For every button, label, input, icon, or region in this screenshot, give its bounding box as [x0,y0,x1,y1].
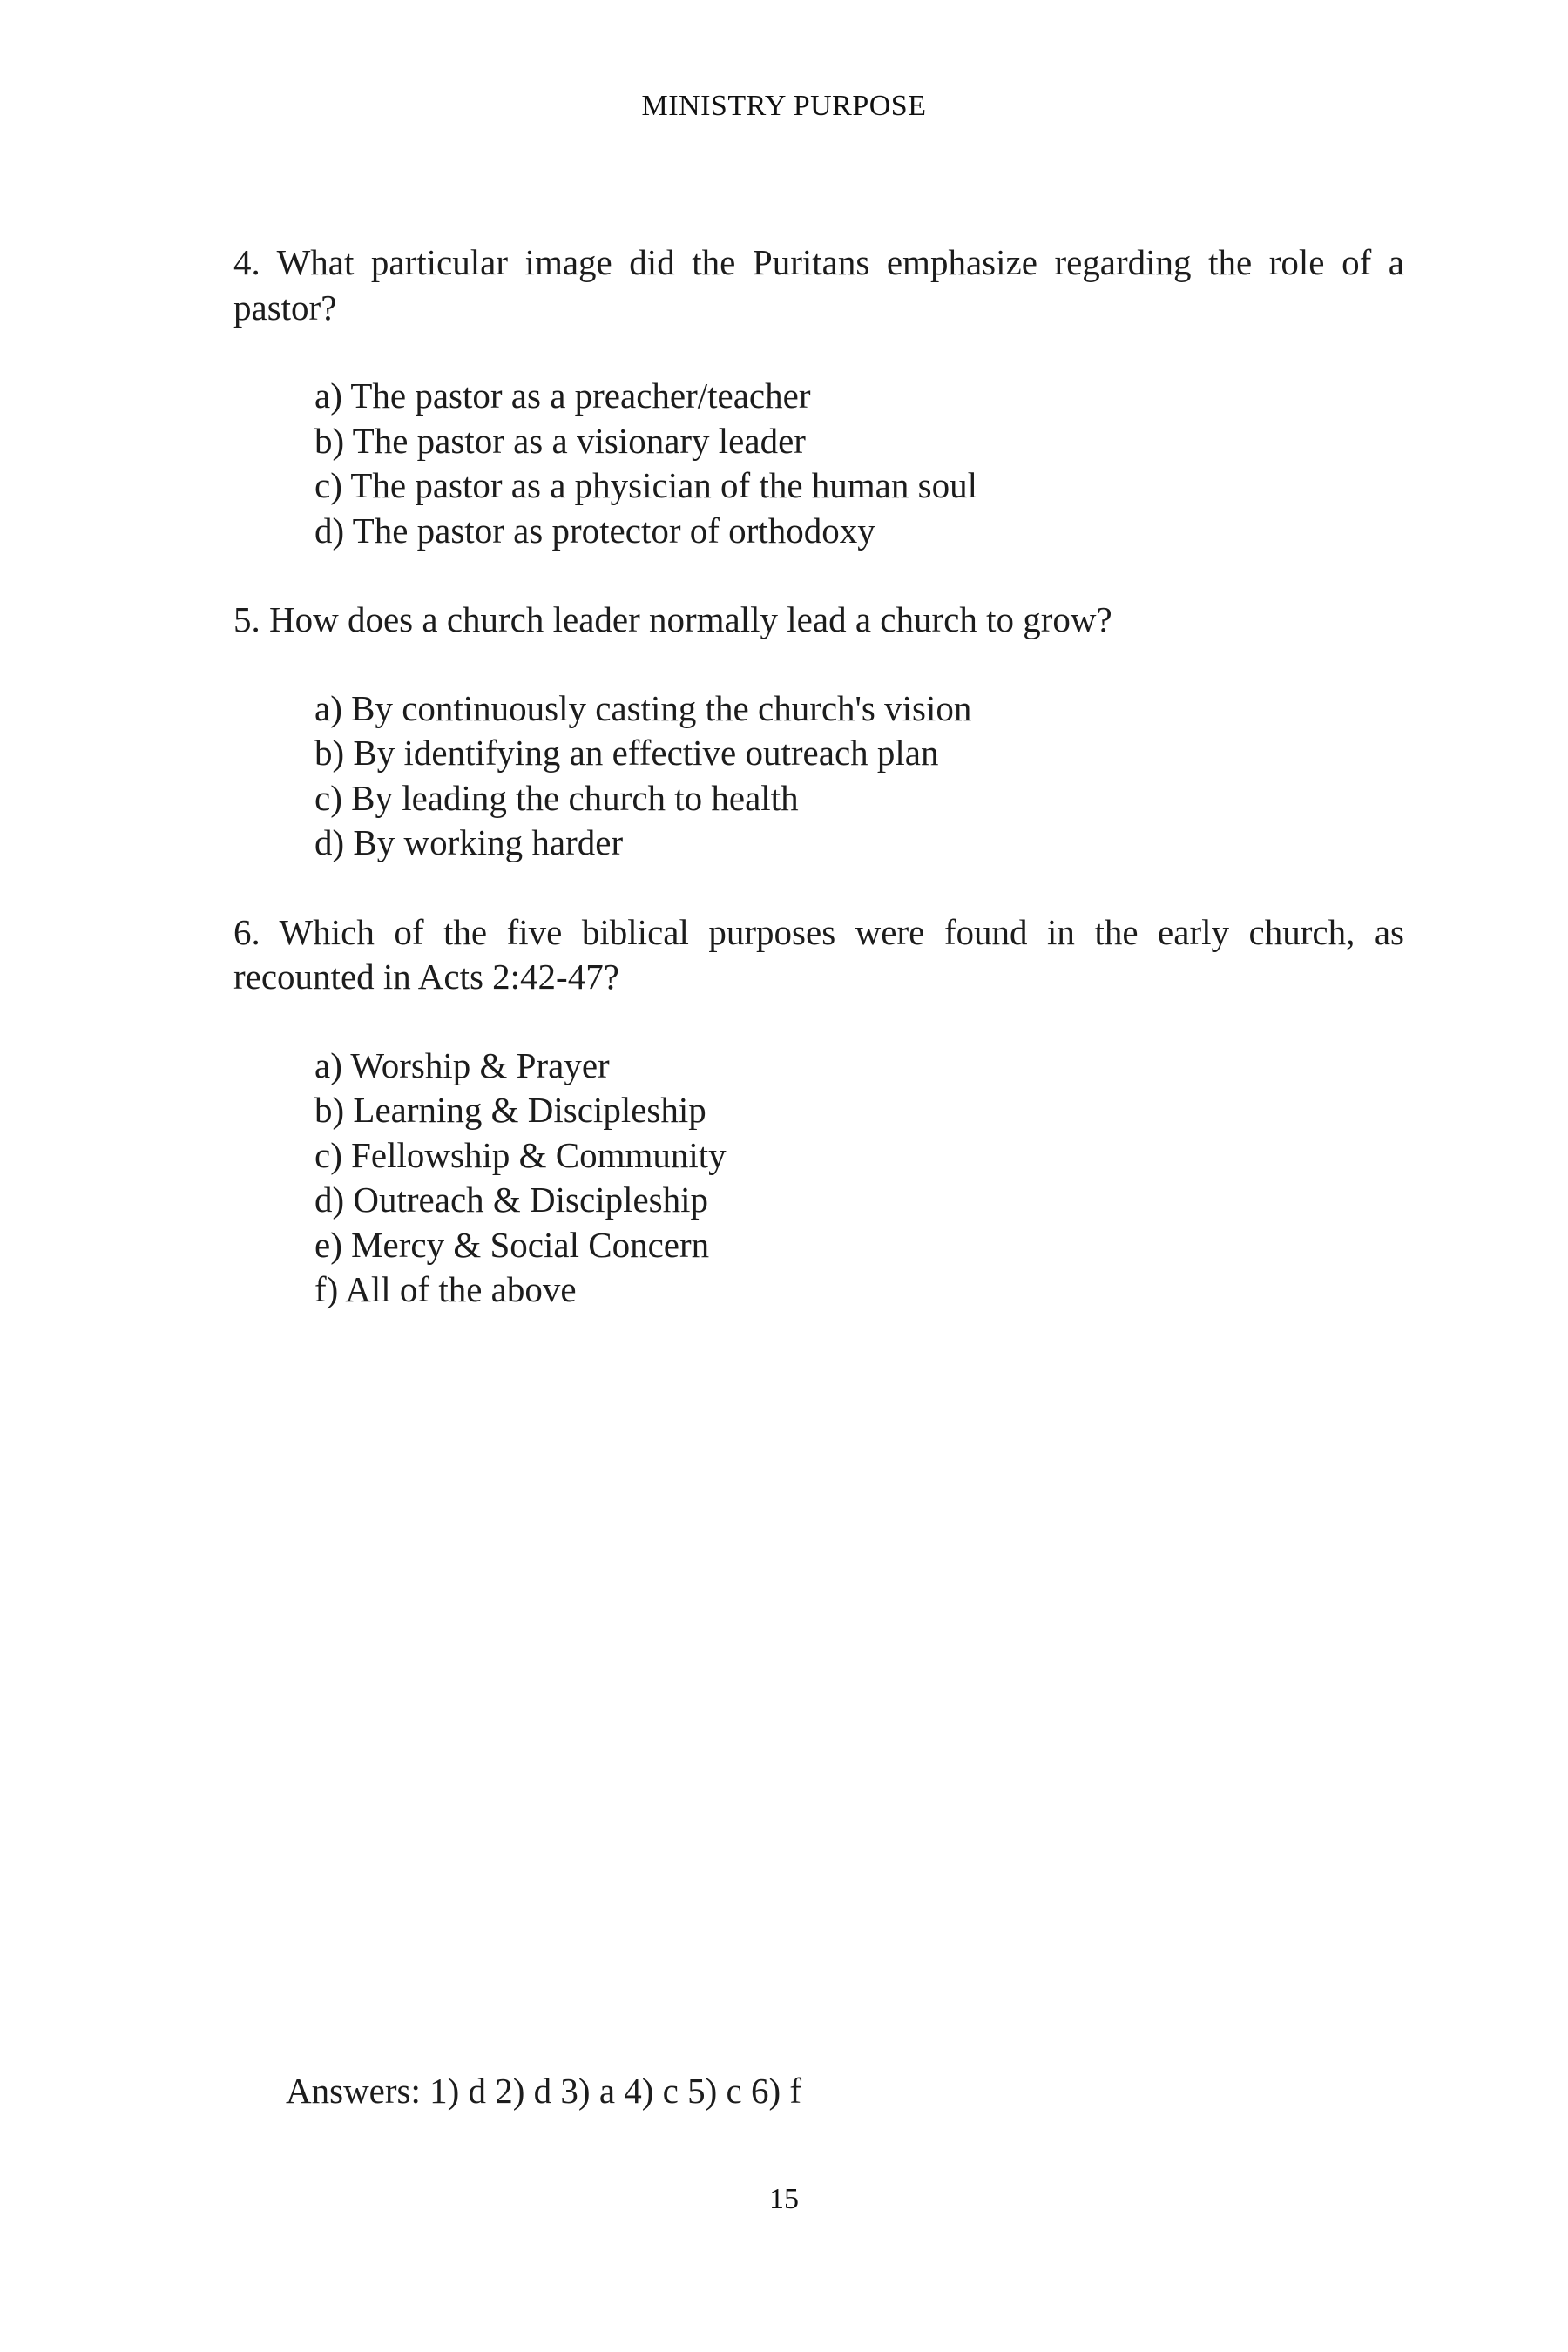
option-item: b) Learning & Discipleship [314,1090,706,1130]
option-item: f) All of the above [314,1269,577,1309]
option-item: d) Outreach & Discipleship [314,1179,709,1220]
page-number: 15 [769,2183,799,2215]
question-block-4 [233,240,1404,553]
option-item: a) Worship & Prayer [314,1044,610,1085]
answer-key: Answers: 1) d 2) d 3) a 4) c 5) c 6) f [286,2071,802,2111]
question-text: 5. How does a church leader normally lead a church to grow? [233,599,1112,639]
option-item: c) The pastor as a physician of the human soul [314,465,977,505]
option-item: d) The pastor as protector of orthodoxy [314,510,875,551]
option-item: a) The pastor as a preacher/teacher [314,375,811,416]
option-item: a) By continuously casting the church's vision [314,687,972,728]
option-item: d) By working harder [314,822,624,862]
option-list [233,374,1404,553]
option-item: b) By identifying an effective outreach plan [314,733,939,773]
running-header: MINISTRY PURPOSE [641,90,927,122]
option-item: c) By leading the church to health [314,777,799,818]
question-block-6 [233,910,1404,1313]
question-text: 4. What particular image did the Puritans emphasize regarding the role of a pastor? [233,242,1404,328]
quiz-content [233,240,1404,1357]
question-block-5 [233,598,1404,866]
option-item: e) Mercy & Social Concern [314,1224,710,1265]
option-item: c) Fellowship & Community [314,1134,727,1175]
option-list [233,1044,1404,1313]
question-text: 6. Which of the five biblical purposes were found in the early church, as recounted in Acts 2:42-47? [233,911,1404,997]
option-item: b) The pastor as a visionary leader [314,420,806,461]
option-list [233,686,1404,866]
